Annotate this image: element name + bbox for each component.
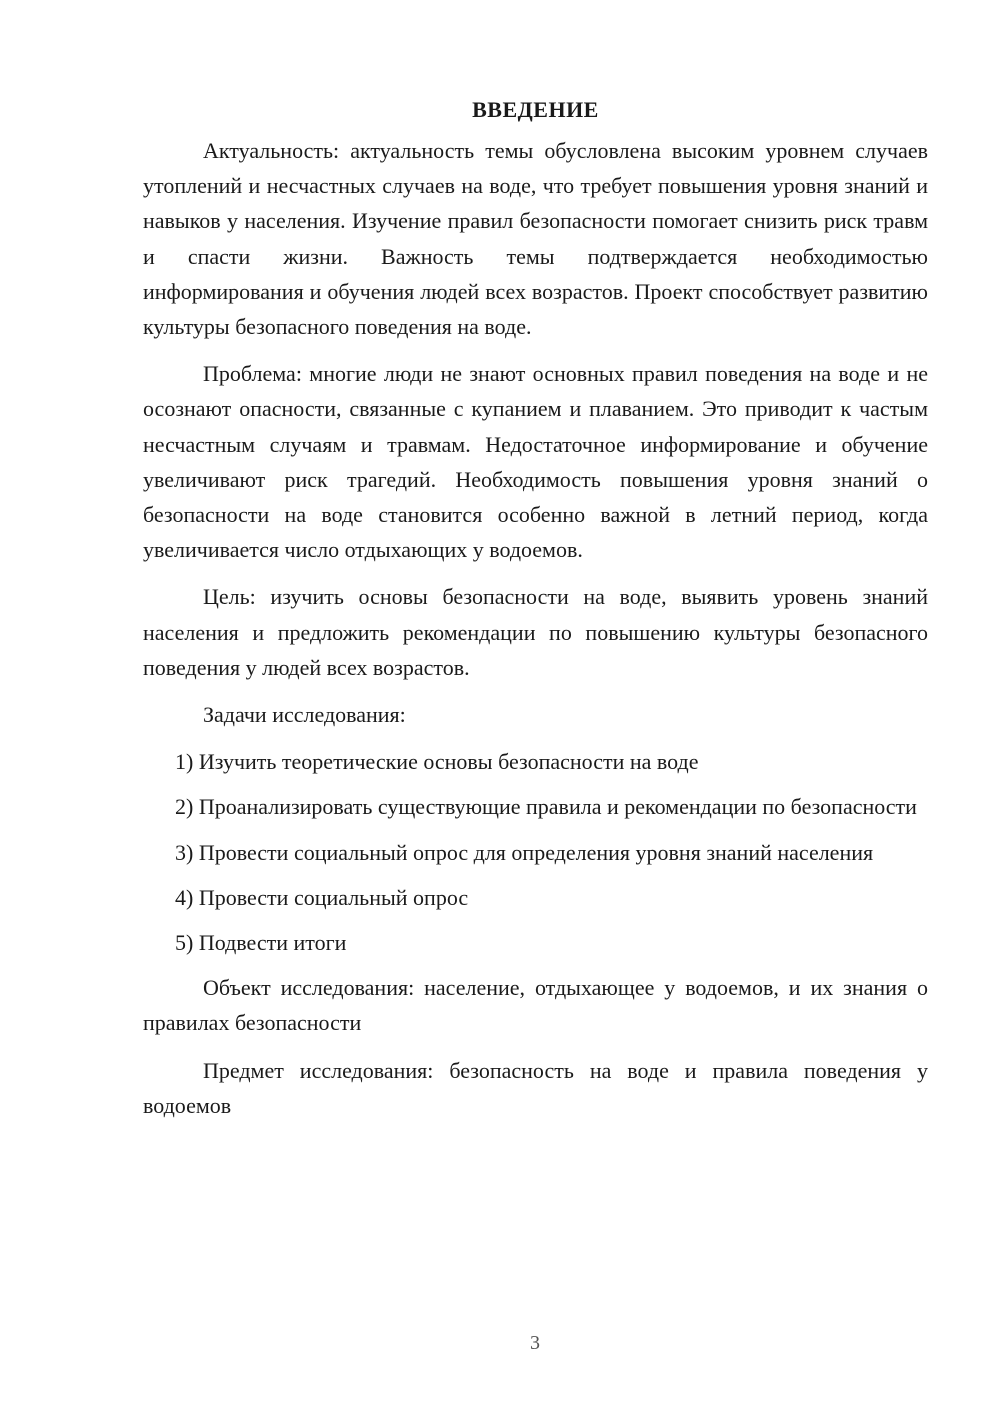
task-item: 3) Провести социальный опрос для определения уровня знаний населения <box>175 839 874 865</box>
paragraph-subject: Предмет исследования: безопасность на воде и правила поведения у водоемов <box>143 1057 928 1118</box>
paragraph-relevance: Актуальность: актуальность темы обусловлена высоким уровнем случаев утоплений и несчастных случаев на воде, что требует повышения уровня знаний и навыков у населения. Изучение правил безопасности помогает снизить риск травм и спасти жизни. Важность темы подтверждается необходимостью информирования и обучения людей всех возрастов. Проект способствует развитию культуры безопасного поведения на воде. <box>143 138 928 340</box>
task-item: 4) Провести социальный опрос <box>175 884 469 910</box>
task-item: 2) Проанализировать существующие правила и рекомендации по безопасности <box>175 794 917 820</box>
tasks-heading: Задачи исследования: <box>203 702 406 728</box>
task-item: 1) Изучить теоретические основы безопасности на воде <box>175 749 699 775</box>
paragraph-goal: Цель: изучить основы безопасности на воде, выявить уровень знаний населения и предложить рекомендации по повышению культуры безопасного поведения у людей всех возрастов. <box>143 584 928 680</box>
page-title: ВВЕДЕНИЕ <box>472 97 599 122</box>
page-number: 3 <box>530 1332 540 1354</box>
document-page <box>143 95 928 1135</box>
paragraph-problem: Проблема: многие люди не знают основных правил поведения на воде и не осознают опасности, связанные с купанием и плаванием. Это приводит к частым несчастным случаям и травмам. Недостаточное информирование и обучение увеличивают риск трагедий. Необходимость повышения уровня знаний о безопасности на воде становится особенно важной в летний период, когда увеличивается число отдыхающих у водоемов. <box>143 361 928 563</box>
paragraph-object: Объект исследования: население, отдыхающее у водоемов, и их знания о правилах безопасности <box>143 975 928 1036</box>
task-item: 5) Подвести итоги <box>175 930 347 956</box>
